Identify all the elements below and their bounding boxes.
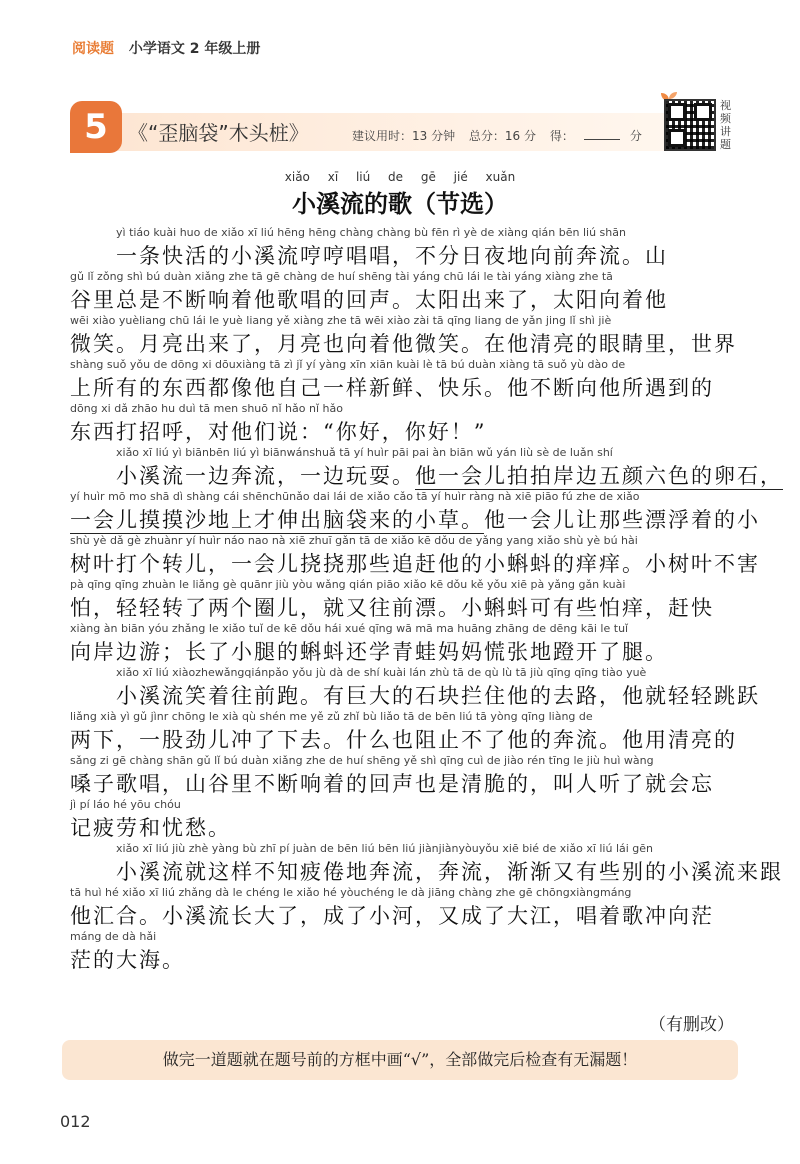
text-line [70,754,740,798]
hanzi-line [70,504,760,534]
hanzi-line: 树叶打个转儿，一会儿挠挠那些追赶他的小蝌蚪的痒痒。小树叶不害 [70,552,760,576]
lesson-number-badge: 5 [70,101,122,153]
pinyin-line: tā huì hé xiǎo xī liú zhǎng dà le chéng le xiǎo hé yòuchéng le dà jiāng chàng zhe gē chōngxiàngmáng [70,886,632,899]
hanzi-line: 嗓子歌唱，山谷里不断响着的回声也是清脆的，叫人听了就会忘 [70,772,714,796]
text-line [70,710,740,754]
text-line [70,358,740,402]
pinyin-line: sǎng zi gē chàng shān gǔ lǐ bú duàn xiǎng zhe de huí shēng yě shì qīng cuì de jiào rén tīng le jiù huì wàng [70,754,654,767]
pinyin-line: liǎng xià yì gǔ jìnr chōng le xià qù shén me yě zǔ zhǐ bù liǎo tā de bēn liú tā yòng qīng liàng de [70,710,593,723]
video-explanation-label: 视频讲题 [720,99,731,151]
hanzi-line: 东西打招呼，对他们说：“你好，你好！” [70,420,487,444]
pinyin-line: shù yè dǎ gè zhuànr yí huìr náo nao nà xiē zhuī gǎn tā de xiǎo kē dǒu de yǎng yang xiǎo shù yè bú hài [70,534,638,547]
text-line [70,314,740,358]
hanzi-line: 茫的大海。 [70,948,185,972]
hanzi-line: 小溪流就这样不知疲倦地奔流，奔流，渐渐又有些别的小溪流来跟 [116,860,783,884]
hanzi-line: 他汇合。小溪流长大了，成了小河，又成了大江，唱着歌冲向茫 [70,904,714,928]
score-field [550,129,652,143]
score-label: 得： [549,129,574,143]
page-number: 012 [60,1112,91,1131]
text-line [70,798,740,842]
hanzi-line: 向岸边游；长了小腿的蝌蚪还学青蛙妈妈慌张地蹬开了腿。 [70,640,668,664]
lesson-title: 《“歪脑袋”木头桩》 [128,121,309,145]
hanzi-line [116,460,783,490]
pinyin-line: xiǎo xī liú xiàozhewǎngqiánpǎo yǒu jù dà de shí kuài lán zhù tā de qù lù tā jiù qīng qīng tiào yuè [116,666,647,679]
underlined-sentence: 他一会儿拍拍岸边五颜六色的卵石， [415,464,783,488]
text-line [70,490,760,534]
pinyin-line: máng de dà hǎi [70,930,157,943]
source-note: （有删改） [649,1015,734,1035]
text-line [70,446,783,490]
text-line [70,534,760,578]
hanzi-line: 两下，一股劲儿冲了下去。什么也阻止不了他的奔流。他用清亮的 [70,728,737,752]
qr-code-icon[interactable] [664,99,716,151]
passage-title: 小溪流的歌（节选） [292,190,508,218]
qr-corner-icon [668,103,686,121]
pinyin-line: xiàng àn biān yóu zhǎng le xiǎo tuǐ de kē dǒu hái xué qīng wā mā ma huāng zhāng de dēng kāi le tuǐ [70,622,629,635]
lesson-meta [352,127,662,144]
total-score: 总分：16 分 [468,129,537,143]
pinyin-line: xiǎo xī liú yì biānbēn liú yì biānwánshuǎ tā yí huìr pāi pai àn biān wǔ yán liù sè de luǎn shí [116,446,613,459]
underlined-sentence: 一会儿摸摸沙地上才伸出脑袋来的小草。 [70,508,484,532]
text-line [70,578,740,622]
text-line [70,622,740,666]
pinyin-line: xiǎo xī liú jiù zhè yàng bù zhī pí juàn de bēn liú bēn liú jiànjiànyòuyǒu xiē bié de xiǎo xī liú lái gēn [116,842,654,855]
score-blank[interactable] [584,139,620,140]
qr-corner-icon [668,129,686,147]
pinyin-line: jì pí láo hé yōu chóu [70,798,181,811]
text-line [70,666,760,710]
score-unit: 分 [629,129,642,143]
qr-corner-icon [694,103,712,121]
text-line [70,886,740,930]
section-tag: 阅读题 [72,41,114,57]
pinyin-line: pà qīng qīng zhuàn le liǎng gè quānr jiù yòu wǎng qián piāo xiǎo kē dǒu kě yǒu xiē pà yǎng gǎn kuài [70,578,626,591]
text-line [70,402,740,446]
text-line [70,226,740,270]
hanzi-line: 怕，轻轻转了两个圈儿，就又往前漂。小蝌蚪可有些怕痒，赶快 [70,596,714,620]
pinyin-line: gǔ lǐ zǒng shì bú duàn xiǎng zhe tā gē chàng de huí shēng tài yáng chū lái le tài yáng xiàng zhe tā [70,270,613,283]
hanzi-segment: 小溪流一边奔流，一边玩耍。 [116,464,415,488]
pinyin-line: shàng suǒ yǒu de dōng xi dōuxiàng tā zì jǐ yí yàng xīn xiān kuài lè tā bú duàn xiàng tā suǒ yù dào de [70,358,626,371]
hanzi-line: 上所有的东西都像他自己一样新鲜、快乐。他不断向他所遇到的 [70,376,714,400]
hanzi-segment: 他一会儿让那些漂浮着的小 [484,508,760,532]
course-label: 小学语文 2 年级上册 [128,41,261,57]
pinyin-line: yì tiáo kuài huo de xiǎo xī liú hēng hēng chàng chàng bù fēn rì yè de xiàng qián bēn liú shān [116,226,626,239]
instruction-banner: 做完一道题就在题号前的方框中画“√”，全部做完后检查有无漏题！ [62,1040,738,1080]
pinyin-line: dōng xi dǎ zhāo hu duì tā men shuō nǐ hǎo nǐ hǎo [70,402,343,415]
hanzi-line: 谷里总是不断响着他歌唱的回声。太阳出来了，太阳向着他 [70,288,668,312]
pinyin-line: wēi xiào yuèliang chū lái le yuè liang yě xiàng zhe tā wēi xiào zài tā qīng liang de yǎn jing lǐ shì jiè [70,314,612,327]
passage-title-pinyin: xiǎo xī liú de gē jié xuǎn [284,170,516,184]
passage-text [70,226,783,974]
hanzi-line: 微笑。月亮出来了，月亮也向着他微笑。在他清亮的眼睛里，世界 [70,332,737,356]
book-header [72,38,260,58]
suggested-time: 建议用时：13 分钟 [352,129,456,143]
hanzi-line: 小溪流笑着往前跑。有巨大的石块拦住他的去路，他就轻轻跳跃 [116,684,760,708]
text-line [70,930,740,974]
lesson-title-bar [60,95,740,160]
pinyin-line: yí huìr mō mo shā dì shàng cái shēnchūnǎo dai lái de xiǎo cǎo tā yí huìr ràng nà xiē piāo fú zhe de xiǎo [70,490,640,503]
hanzi-line: 一条快活的小溪流哼哼唱唱，不分日夜地向前奔流。山 [116,244,668,268]
text-line [70,842,783,886]
text-line [70,270,740,314]
hanzi-line: 记疲劳和忧愁。 [70,816,231,840]
